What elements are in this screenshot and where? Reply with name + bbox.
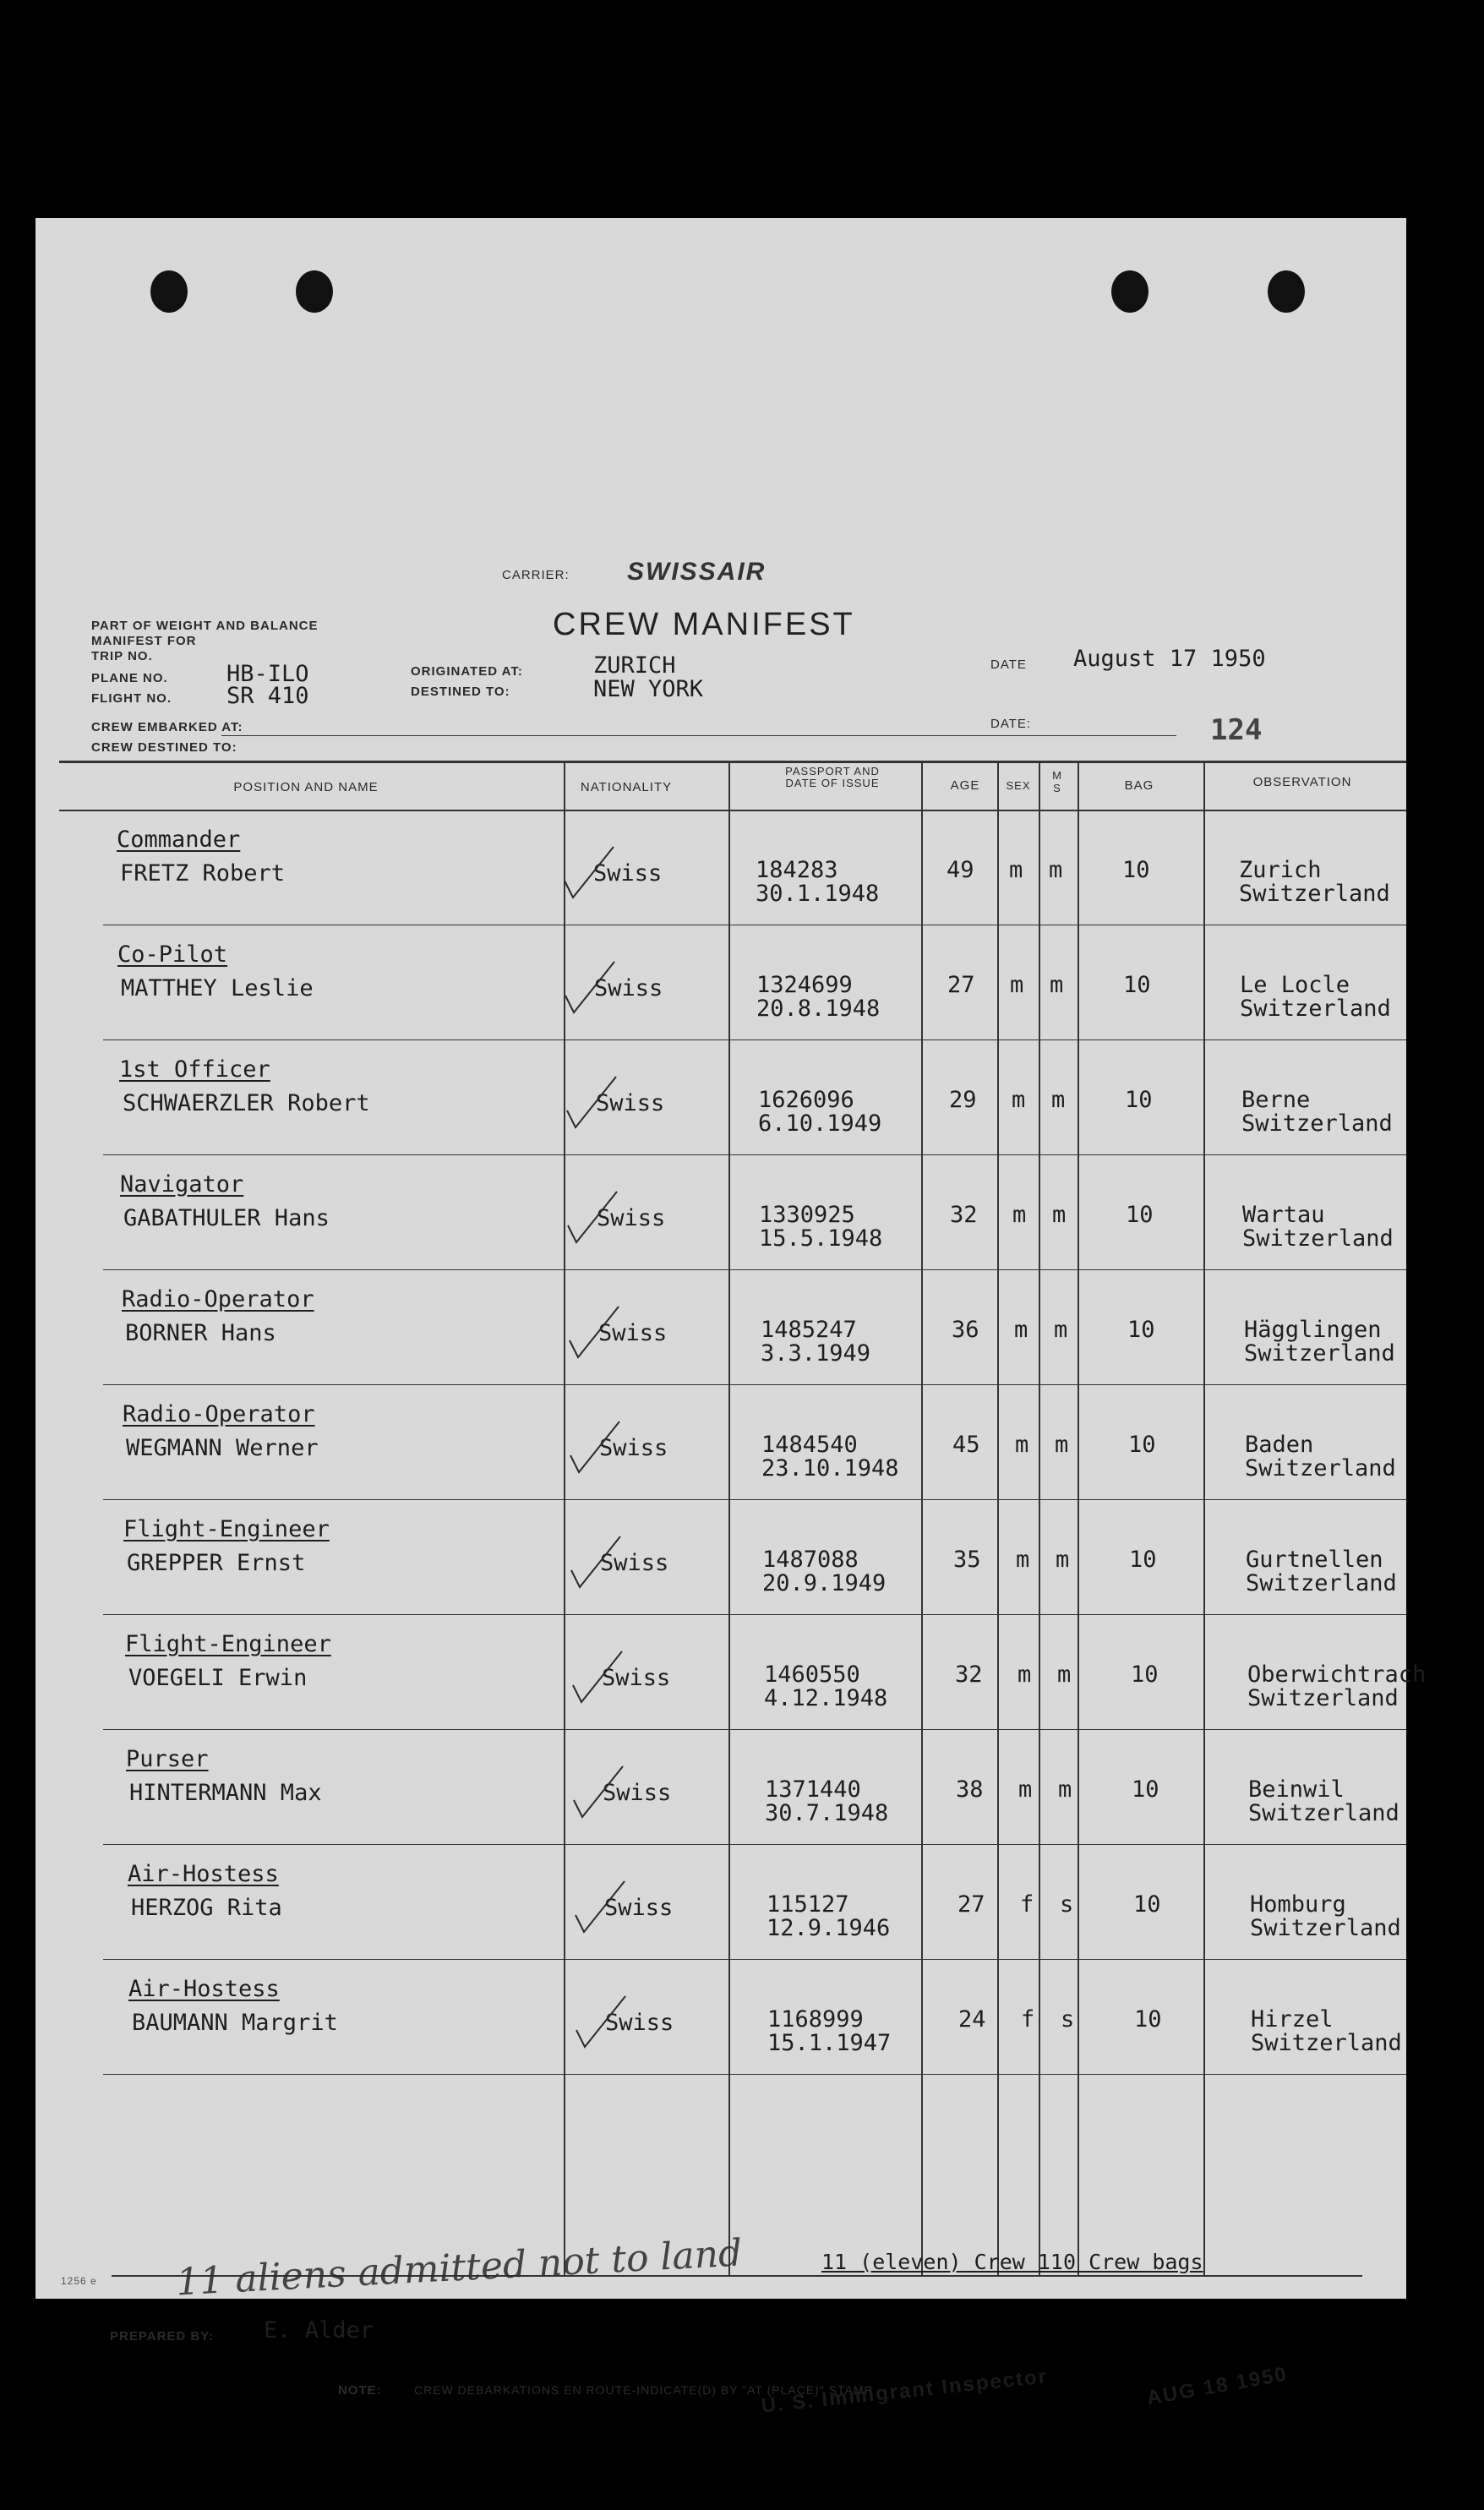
nationality: Swiss [599, 1435, 668, 1461]
passport-issued: 15.5.1948 [759, 1225, 883, 1252]
col-position: POSITION AND NAME [233, 780, 379, 794]
trip-no-label: TRIP NO. [91, 649, 153, 663]
age: 29 [949, 1087, 977, 1113]
checkmark-icon [572, 1876, 631, 1935]
col-passport: PASSPORT AND DATE OF ISSUE [785, 765, 880, 789]
age: 38 [956, 1776, 984, 1803]
nationality: Swiss [597, 1205, 666, 1231]
sex: m [1010, 972, 1024, 998]
sex: m [1009, 857, 1023, 883]
observation-country: Switzerland [1240, 996, 1391, 1022]
observation-city: Homburg [1250, 1891, 1346, 1918]
nationality: Swiss [598, 1320, 668, 1346]
observation-country: Switzerland [1246, 1570, 1397, 1596]
punch-hole [1268, 270, 1305, 313]
position-title: Navigator [120, 1171, 244, 1198]
nationality: Swiss [602, 1665, 671, 1691]
bag-count: 10 [1122, 857, 1150, 883]
bag-count: 10 [1126, 1202, 1154, 1228]
age: 49 [947, 857, 974, 883]
nationality: Swiss [593, 860, 663, 887]
row-rule [103, 1269, 1406, 1270]
position-title: Flight-Engineer [125, 1631, 331, 1657]
passport-number: 1485247 [761, 1317, 857, 1343]
crew-row [35, 1846, 1406, 1961]
observation-country: Switzerland [1242, 1225, 1394, 1252]
marital-status: m [1049, 857, 1063, 883]
punch-hole [296, 270, 333, 313]
punch-hole [1111, 270, 1148, 313]
passport-number: 1371440 [765, 1776, 861, 1803]
sex: m [1012, 1202, 1027, 1228]
col-observation: OBSERVATION [1252, 775, 1352, 789]
date2-label: DATE: [990, 717, 1032, 731]
observation-country: Switzerland [1244, 1340, 1395, 1367]
observation-city: Baden [1245, 1432, 1314, 1458]
crew-name: FRETZ Robert [120, 860, 286, 887]
date-value: August 17 1950 [1073, 646, 1266, 672]
checkmark-icon [561, 842, 620, 901]
handwritten-annotation: 11 aliens admitted not to land [175, 2231, 744, 2305]
passport-issued: 12.9.1946 [767, 1915, 891, 1941]
row-rule [103, 1384, 1406, 1385]
bag-count: 10 [1132, 1776, 1159, 1803]
passport-number: 1324699 [756, 972, 853, 998]
passport-number: 1487088 [762, 1547, 859, 1573]
age: 32 [955, 1662, 983, 1688]
observation-country: Switzerland [1248, 1800, 1399, 1826]
passport-number: 1626096 [758, 1087, 854, 1113]
age: 36 [952, 1317, 979, 1343]
crew-destined-label: CREW DESTINED TO: [91, 740, 237, 755]
position-title: Co-Pilot [117, 941, 228, 968]
nationality: Swiss [603, 1780, 672, 1806]
position-title: Radio-Operator [123, 1401, 315, 1427]
nationality: Swiss [604, 1895, 674, 1921]
observation-country: Switzerland [1239, 881, 1390, 907]
destined-label: DESTINED TO: [411, 685, 510, 699]
date-stamp: AUG 18 1950 [1144, 2362, 1290, 2410]
inspector-stamp: U. S. Immigrant Inspector [760, 2365, 1050, 2418]
sex: f [1020, 1891, 1034, 1918]
observation-country: Switzerland [1250, 1915, 1401, 1941]
age: 27 [947, 972, 975, 998]
weight-balance-label: PART OF WEIGHT AND BALANCE [91, 619, 319, 633]
sex: m [1012, 1087, 1026, 1113]
bag-count: 10 [1133, 1891, 1161, 1918]
checkmark-icon [570, 1761, 630, 1820]
marital-status: s [1061, 2006, 1075, 2033]
passport-number: 1330925 [759, 1202, 855, 1228]
nationality: Swiss [600, 1550, 669, 1576]
prepared-label: PREPARED BY: [110, 2329, 215, 2344]
sex: f [1021, 2006, 1035, 2033]
observation-country: Switzerland [1247, 1685, 1399, 1711]
passport-number: 1168999 [767, 2006, 864, 2033]
passport-issued: 4.12.1948 [764, 1685, 888, 1711]
page-title: CREW MANIFEST [553, 607, 855, 642]
passport-issued: 20.8.1948 [756, 996, 881, 1022]
observation-city: Beinwil [1248, 1776, 1345, 1803]
observation-city: Le Locle [1240, 972, 1350, 998]
age: 35 [953, 1547, 981, 1573]
observation-country: Switzerland [1245, 1455, 1396, 1481]
position-title: Air-Hostess [128, 1976, 280, 2002]
passport-issued: 30.1.1948 [756, 881, 880, 907]
plane-no-value: HB-ILO [226, 661, 309, 687]
crew-row [35, 1961, 1406, 2076]
row-rule [103, 1844, 1406, 1845]
col-sex: SEX [1006, 779, 1031, 792]
embarked-label: CREW EMBARKED AT: [91, 720, 243, 734]
age: 45 [952, 1432, 980, 1458]
observation-country: Switzerland [1241, 1110, 1393, 1137]
position-title: Air-Hostess [128, 1861, 279, 1887]
checkmark-icon [564, 1072, 623, 1131]
marital-status: s [1060, 1891, 1074, 1918]
bag-count: 10 [1127, 1317, 1155, 1343]
sex: m [1015, 1432, 1029, 1458]
age: 24 [958, 2006, 986, 2033]
note-label: NOTE: [338, 2383, 382, 2398]
position-title: Radio-Operator [122, 1286, 314, 1312]
position-title: Purser [126, 1746, 209, 1772]
flight-no-label: FLIGHT NO. [91, 691, 172, 706]
age: 27 [958, 1891, 985, 1918]
marital-status: m [1057, 1662, 1072, 1688]
passport-issued: 23.10.1948 [761, 1455, 899, 1481]
marital-status: m [1055, 1432, 1069, 1458]
row-rule [103, 1614, 1406, 1615]
bag-count: 10 [1131, 1662, 1159, 1688]
row-rule [103, 1959, 1406, 1960]
observation-city: Wartau [1242, 1202, 1325, 1228]
marital-status: m [1051, 1087, 1066, 1113]
checkmark-icon [566, 1301, 625, 1361]
passport-issued: 20.9.1949 [762, 1570, 887, 1596]
checkmark-icon [573, 1991, 632, 2050]
age: 32 [950, 1202, 978, 1228]
crew-name: BAUMANN Margrit [132, 2010, 338, 2036]
passport-issued: 15.1.1947 [767, 2030, 892, 2056]
observation-city: Gurtnellen [1246, 1547, 1383, 1573]
observation-country: Switzerland [1251, 2030, 1402, 2056]
observation-city: Hägglingen [1244, 1317, 1382, 1343]
nationality: Swiss [594, 975, 663, 1001]
nationality: Swiss [605, 2010, 674, 2036]
bag-count: 10 [1129, 1547, 1157, 1573]
crew-name: BORNER Hans [125, 1320, 276, 1346]
position-title: Flight-Engineer [123, 1516, 330, 1542]
passport-number: 184283 [756, 857, 838, 883]
note-text: CREW DEBARKATIONS EN ROUTE-INDICATE(D) BY "AT (PLACE)" STAMP [414, 2383, 873, 2397]
sex: m [1018, 1776, 1033, 1803]
observation-city: Hirzel [1251, 2006, 1334, 2033]
sex: m [1016, 1547, 1030, 1573]
checkmark-icon [567, 1416, 626, 1476]
bag-count: 10 [1134, 2006, 1162, 2033]
marital-status: m [1054, 1317, 1068, 1343]
embarked-underline [221, 735, 1176, 736]
col-bag: BAG [1124, 778, 1154, 793]
crew-name: HERZOG Rita [131, 1895, 282, 1921]
crew-row [35, 1386, 1406, 1501]
marital-status: m [1056, 1547, 1070, 1573]
punch-hole [150, 270, 188, 313]
passport-number: 115127 [767, 1891, 849, 1918]
marital-status: m [1052, 1202, 1067, 1228]
col-nationality: NATIONALITY [580, 780, 673, 794]
passport-number: 1460550 [764, 1662, 860, 1688]
crew-row [35, 1616, 1427, 1731]
originated-label: ORIGINATED AT: [411, 664, 523, 679]
crew-name: HINTERMANN Max [129, 1780, 322, 1806]
crew-row [35, 811, 1406, 926]
date-label: DATE [990, 658, 1027, 672]
bag-count: 10 [1123, 972, 1151, 998]
checkmark-icon [568, 1531, 627, 1591]
manifest-sheet [35, 218, 1427, 2418]
destined-value: NEW YORK [593, 676, 704, 702]
originated-value: ZURICH [593, 652, 676, 679]
marital-status: m [1058, 1776, 1072, 1803]
form-number: 1256 e [61, 2275, 97, 2287]
nationality: Swiss [596, 1090, 665, 1116]
checkmark-icon [562, 957, 621, 1016]
bag-count: 10 [1125, 1087, 1153, 1113]
crew-name: GABATHULER Hans [123, 1205, 330, 1231]
flight-no-value: SR 410 [226, 683, 309, 709]
carrier-logo: SWISSAIR [627, 558, 767, 586]
passport-issued: 3.3.1949 [761, 1340, 871, 1367]
manifest-for-label: MANIFEST FOR [91, 634, 197, 648]
observation-city: Oberwichtrach [1247, 1662, 1427, 1688]
crew-name: SCHWAERZLER Robert [123, 1090, 370, 1116]
crew-row [35, 1501, 1406, 1616]
crew-name: GREPPER Ernst [127, 1550, 306, 1576]
crew-row [35, 1731, 1406, 1846]
passport-issued: 6.10.1949 [758, 1110, 882, 1137]
marital-status: m [1050, 972, 1064, 998]
checkmark-icon [570, 1646, 629, 1705]
sex: m [1018, 1662, 1032, 1688]
observation-city: Zurich [1239, 857, 1322, 883]
crew-row [35, 1156, 1406, 1271]
position-title: 1st Officer [119, 1056, 270, 1083]
crew-row [35, 1041, 1406, 1156]
passport-number: 1484540 [761, 1432, 858, 1458]
crew-row [35, 1271, 1406, 1386]
col-ms: M S [1052, 769, 1062, 794]
row-rule [103, 1729, 1406, 1730]
row-rule [103, 1499, 1406, 1500]
crew-name: WEGMANN Werner [126, 1435, 319, 1461]
crew-name: MATTHEY Leslie [121, 975, 314, 1001]
observation-city: Berne [1241, 1087, 1311, 1113]
row-rule [103, 1039, 1406, 1040]
bag-count: 10 [1128, 1432, 1156, 1458]
prepared-by: E. Alder [264, 2317, 374, 2344]
sex: m [1014, 1317, 1028, 1343]
crew-summary: 11 (eleven) Crew 110 Crew bags [821, 2250, 1203, 2274]
checkmark-icon [565, 1187, 624, 1246]
page-number: 124 [1210, 713, 1263, 747]
passport-issued: 30.7.1948 [765, 1800, 889, 1826]
row-rule [103, 2074, 1406, 2075]
row-rule [103, 1154, 1406, 1155]
crew-name: VOEGELI Erwin [128, 1665, 308, 1691]
carrier-label: CARRIER: [502, 568, 570, 582]
plane-no-label: PLANE NO. [91, 671, 168, 685]
position-title: Commander [117, 827, 241, 853]
crew-row [35, 926, 1406, 1041]
col-age: AGE [950, 778, 980, 793]
